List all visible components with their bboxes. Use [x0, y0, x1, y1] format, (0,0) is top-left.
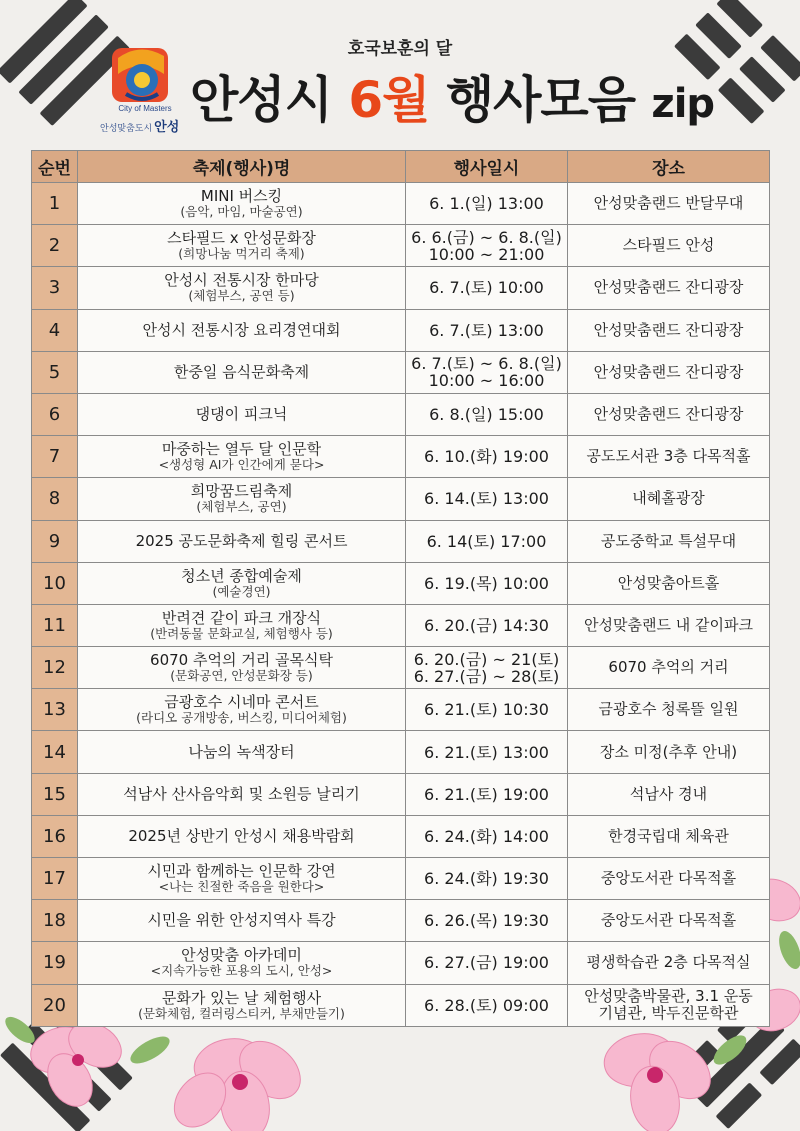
event-name-cell: [78, 225, 406, 267]
event-date-cell: [406, 309, 568, 351]
event-name: 나눔의 녹색장터: [188, 742, 295, 761]
event-place-cell: [568, 309, 770, 351]
event-name: 댕댕이 피크닉: [195, 405, 288, 424]
event-place-cell: [568, 436, 770, 478]
event-date-cell: [406, 225, 568, 267]
row-number: 7: [32, 436, 78, 478]
event-place: 공도중학교 특설무대: [600, 531, 737, 550]
event-name-cell: [78, 942, 406, 984]
event-name: MINI 버스킹: [200, 187, 283, 206]
event-name: 한중일 음식문화축제: [173, 362, 310, 381]
table-row: [32, 520, 770, 562]
event-date-cell: [406, 436, 568, 478]
row-number: 20: [32, 984, 78, 1026]
event-date-cell: [406, 478, 568, 520]
title-month: 6월: [348, 71, 430, 129]
event-place: 안성맞춤랜드 반달무대: [593, 194, 744, 213]
event-date: 6. 19.(목) 10:00: [424, 573, 549, 593]
event-name: 청소년 종합예술제: [181, 566, 302, 585]
table-row: [32, 562, 770, 604]
event-place: 6070 추억의 거리: [608, 658, 729, 677]
event-place: 중앙도서관 다목적홀: [600, 911, 737, 930]
page-title: 안성시 6월 행사모음 zip: [190, 71, 715, 129]
row-number: 5: [32, 351, 78, 393]
event-name-cell: [78, 647, 406, 689]
event-place-cell: [568, 267, 770, 309]
logo-english-text: City of Masters: [118, 104, 172, 113]
event-date: 6. 24.(화) 14:00: [424, 826, 549, 846]
table-row: [32, 225, 770, 267]
event-date: 6. 10.(화) 19:00: [424, 447, 549, 467]
table-row: [32, 309, 770, 351]
table-row: [32, 984, 770, 1026]
row-number: 15: [32, 773, 78, 815]
event-date: 6. 26.(목) 19:30: [424, 911, 549, 931]
row-number: 13: [32, 689, 78, 731]
event-place-cell: [568, 942, 770, 984]
event-name-cell: [78, 604, 406, 646]
event-name: 안성시 전통시장 요리경연대회: [142, 320, 341, 339]
event-name-cell: [78, 351, 406, 393]
event-subtitle: (체험부스, 공연): [196, 499, 287, 515]
event-date: 6. 21.(토) 13:00: [424, 742, 549, 762]
event-subtitle: (문화체험, 컬러링스티커, 부채만들기): [138, 1005, 345, 1021]
event-place-cell: [568, 520, 770, 562]
event-date: 6. 14.(토) 13:00: [424, 489, 549, 509]
event-date: 6. 27.(금) 19:00: [424, 953, 549, 973]
event-place-cell: [568, 815, 770, 857]
row-number: 17: [32, 858, 78, 900]
event-name: 시민과 함께하는 인문학 강연: [147, 862, 336, 881]
event-name: 반려견 같이 파크 개장식: [161, 608, 322, 627]
event-date-cell: [406, 689, 568, 731]
event-place: 안성맞춤박물관, 3.1 운동: [584, 987, 753, 1006]
event-place: 안성맞춤랜드 잔디광장: [593, 278, 744, 297]
logo-korean-text: 안성맞춤도시 안성: [100, 120, 180, 135]
event-place-cell: [568, 604, 770, 646]
event-date-cell: [406, 984, 568, 1026]
flower-decoration-left: [0, 1010, 330, 1131]
event-place: 내혜홀광장: [632, 489, 705, 508]
event-date-cell: [406, 183, 568, 225]
event-place: 스타필드 안성: [622, 236, 715, 255]
event-name-cell: [78, 267, 406, 309]
event-place: 공도도서관 3층 다목적홀: [586, 447, 751, 466]
event-name: 안성시 전통시장 한마당: [164, 271, 319, 290]
table-row: [32, 731, 770, 773]
event-place-cell: [568, 858, 770, 900]
event-place-cell: [568, 731, 770, 773]
event-subtitle: <생성형 AI가 인간에게 묻다>: [158, 457, 325, 473]
event-place: 평생학습관 2층 다목적실: [586, 953, 751, 972]
row-number: 19: [32, 942, 78, 984]
event-name-cell: [78, 731, 406, 773]
header-number: 순번: [32, 151, 78, 183]
event-name-cell: [78, 858, 406, 900]
event-date: 6. 7.(토) 10:00: [429, 278, 544, 298]
event-name-cell: [78, 520, 406, 562]
row-number: 12: [32, 647, 78, 689]
table-row: [32, 689, 770, 731]
table-row: [32, 267, 770, 309]
event-name: 스타필드 x 안성문화장: [167, 229, 316, 248]
event-date-cell: [406, 942, 568, 984]
event-place: 안성맞춤랜드 내 같이파크: [584, 615, 753, 634]
event-date: 6. 21.(토) 10:30: [424, 700, 549, 720]
event-name-cell: [78, 815, 406, 857]
event-place-cell: [568, 183, 770, 225]
event-name: 문화가 있는 날 체험행사: [161, 988, 322, 1007]
header-event-name: 축제(행사)명: [78, 151, 406, 183]
event-date-cell: [406, 520, 568, 562]
event-date: 6. 6.(금) ~ 6. 8.(일): [411, 227, 562, 247]
table-row: [32, 647, 770, 689]
event-date: 6. 8.(일) 15:00: [429, 405, 544, 425]
event-date: 6. 20.(금) 14:30: [424, 615, 549, 635]
event-name-cell: [78, 562, 406, 604]
event-name-cell: [78, 478, 406, 520]
row-number: 4: [32, 309, 78, 351]
table-row: [32, 604, 770, 646]
event-place: 안성맞춤랜드 잔디광장: [593, 405, 744, 424]
header-place: 장소: [568, 151, 770, 183]
event-date-cell: [406, 562, 568, 604]
event-name-cell: [78, 393, 406, 435]
table-row: [32, 858, 770, 900]
event-place-cell: [568, 225, 770, 267]
row-number: 11: [32, 604, 78, 646]
event-date: 6. 7.(토) ~ 6. 8.(일): [411, 354, 562, 374]
event-place: 석남사 경내: [629, 784, 708, 803]
event-time: 6. 27.(금) ~ 28(토): [413, 666, 560, 686]
event-name-cell: [78, 984, 406, 1026]
event-name: 마중하는 열두 달 인문학: [161, 440, 322, 459]
event-name: 금광호수 시네마 콘서트: [164, 693, 319, 712]
event-place-cell: [568, 773, 770, 815]
event-date-cell: [406, 267, 568, 309]
row-number: 14: [32, 731, 78, 773]
row-number: 9: [32, 520, 78, 562]
row-number: 10: [32, 562, 78, 604]
event-subtitle: <나는 친절한 죽음을 원한다>: [158, 879, 325, 895]
event-place-cell: [568, 562, 770, 604]
event-place-cell: [568, 351, 770, 393]
event-name: 2025년 상반기 안성시 채용박람회: [128, 826, 355, 845]
event-name-cell: [78, 773, 406, 815]
row-number: 3: [32, 267, 78, 309]
table-row: [32, 478, 770, 520]
row-number: 6: [32, 393, 78, 435]
page-subtitle: 호국보훈의 달: [347, 39, 453, 59]
event-place: 한경국립대 체육관: [608, 826, 729, 845]
event-date-cell: [406, 604, 568, 646]
event-date: 6. 1.(일) 13:00: [429, 194, 544, 214]
event-place: 안성맞춤랜드 잔디광장: [593, 362, 744, 381]
event-date-cell: [406, 731, 568, 773]
event-time: 10:00 ~ 21:00: [428, 244, 545, 264]
event-date: 6. 21.(토) 19:00: [424, 784, 549, 804]
table-row: [32, 393, 770, 435]
event-place-cell: [568, 900, 770, 942]
event-place: 금광호수 청록뜰 일원: [598, 700, 739, 719]
table-row: [32, 183, 770, 225]
table-row: [32, 900, 770, 942]
row-number: 2: [32, 225, 78, 267]
row-number: 1: [32, 183, 78, 225]
event-place: 안성맞춤랜드 잔디광장: [593, 320, 744, 339]
event-name-cell: [78, 309, 406, 351]
table-header-row: [32, 151, 770, 183]
event-place-cell: [568, 478, 770, 520]
event-date: 6. 7.(토) 13:00: [429, 320, 544, 340]
event-name: 2025 공도문화축제 힐링 콘서트: [135, 531, 348, 550]
event-date-cell: [406, 900, 568, 942]
event-date-cell: [406, 858, 568, 900]
event-place: 안성맞춤아트홀: [617, 573, 720, 592]
header-date: 행사일시: [406, 151, 568, 183]
table-row: [32, 942, 770, 984]
event-date-cell: [406, 393, 568, 435]
event-place: 장소 미정(추후 안내): [599, 742, 738, 761]
event-subtitle: (체험부스, 공연 등): [188, 288, 295, 304]
event-subtitle: (문화공연, 안성문화장 등): [170, 668, 313, 684]
table-row: [32, 351, 770, 393]
event-date-cell: [406, 647, 568, 689]
event-subtitle: <지속가능한 포용의 도시, 안성>: [150, 963, 333, 979]
event-subtitle: (반려동물 문화교실, 체험행사 등): [150, 625, 333, 641]
event-time: 10:00 ~ 16:00: [428, 371, 545, 391]
row-number: 16: [32, 815, 78, 857]
event-place-cell: [568, 393, 770, 435]
event-place-line2: 기념관, 박두진문학관: [598, 1004, 739, 1023]
row-number: 8: [32, 478, 78, 520]
event-date-cell: [406, 773, 568, 815]
table-row: [32, 436, 770, 478]
event-table: [31, 150, 770, 1027]
event-subtitle: (라디오 공개방송, 버스킹, 미디어체험): [136, 710, 347, 726]
event-date-cell: [406, 351, 568, 393]
event-place-cell: [568, 647, 770, 689]
table-body: [32, 183, 770, 1027]
event-name-cell: [78, 900, 406, 942]
event-name: 6070 추억의 거리 골목식탁: [150, 651, 333, 670]
event-subtitle: (예술경연): [212, 583, 271, 599]
event-date: 6. 20.(금) ~ 21(토): [413, 649, 560, 669]
event-name: 석남사 산사음악회 및 소원등 날리기: [123, 784, 360, 803]
event-date: 6. 28.(토) 09:00: [424, 995, 549, 1015]
event-name: 시민을 위한 안성지역사 특강: [147, 911, 336, 930]
event-place: 중앙도서관 다목적홀: [600, 869, 737, 888]
event-subtitle: (희망나눔 먹거리 축제): [178, 246, 305, 262]
row-number: 18: [32, 900, 78, 942]
event-name-cell: [78, 183, 406, 225]
table-row: [32, 773, 770, 815]
event-date-cell: [406, 815, 568, 857]
event-name-cell: [78, 689, 406, 731]
table-row: [32, 815, 770, 857]
event-name: 희망꿈드림축제: [190, 482, 293, 501]
event-date: 6. 24.(화) 19:30: [424, 869, 549, 889]
event-subtitle: (음악, 마임, 마술공연): [180, 204, 303, 220]
event-place-cell: [568, 689, 770, 731]
event-name-cell: [78, 436, 406, 478]
event-place-cell: [568, 984, 770, 1026]
event-name: 안성맞춤 아카데미: [181, 946, 302, 965]
event-date: 6. 14(토) 17:00: [426, 531, 547, 551]
